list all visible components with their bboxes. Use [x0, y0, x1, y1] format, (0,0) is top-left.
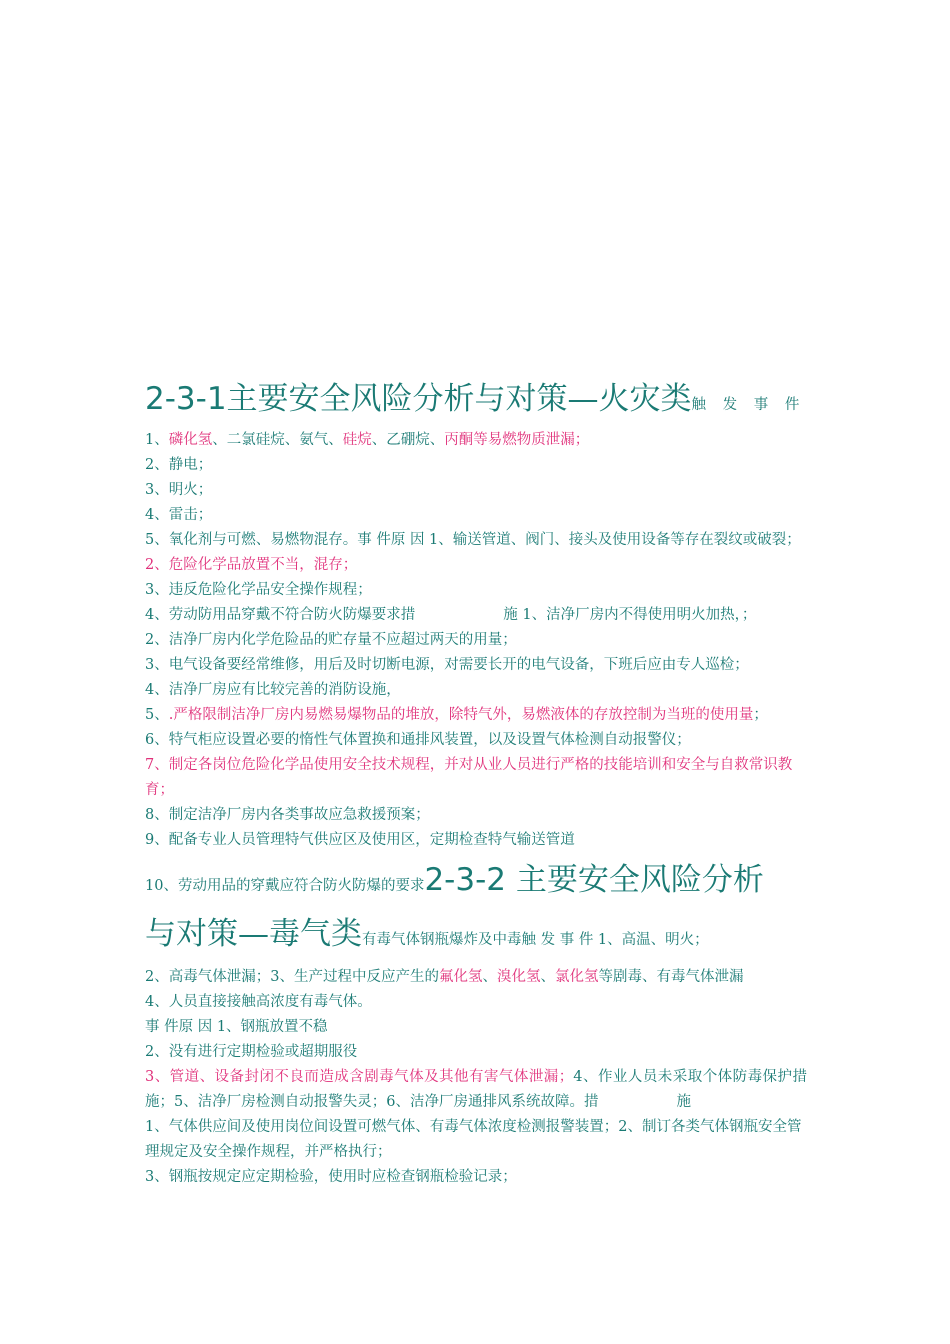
section-heading-toxic-cont	[145, 911, 807, 963]
text-span: 、	[482, 969, 497, 985]
highlight-span: 丙酮等易燃物质泄漏；	[444, 432, 590, 448]
heading-title: 主要安全风险分析与对策—火灾类	[226, 381, 692, 417]
heading-tail: 有毒气体钢瓶爆炸及中毒触 发 事 件 1、高温、明火；	[362, 932, 709, 948]
text-line: 7、制定各岗位危险化学品使用安全技术规程，并对从业人员进行严格的技能培训和安全与自救常识教育；	[145, 757, 793, 798]
heading-title: 主要安全风险分析	[506, 862, 764, 898]
text-line: 3、明火；	[145, 482, 213, 498]
text-span: 5、	[145, 707, 169, 723]
text-line: 4、洁净厂房应有比较完善的消防设施，	[145, 682, 401, 698]
text-span: 、乙硼烷、	[371, 432, 445, 448]
text-line: 3、违反危险化学品安全操作规程；	[145, 582, 372, 598]
text-line: 2、危险化学品放置不当，混存；	[145, 557, 358, 573]
text-span: 等剧毒、有毒气体泄漏	[598, 969, 744, 985]
highlight-span: 氟化氢	[438, 969, 483, 985]
heading-number: 2-3-2	[424, 862, 506, 898]
text-line: 事 件原 因 1、钢瓶放置不稳	[145, 1019, 328, 1035]
text-line: 5、氧化剂与可燃、易燃物混存。事 件原 因 1、输送管道、阀门、接头及使用设备等存在裂纹或破裂；	[145, 532, 801, 548]
text-line	[145, 965, 807, 990]
heading-title: 与对策—毒气类	[145, 916, 362, 952]
text-line: 3、电气设备要经常维修，用后及时切断电源，对需要长开的电气设备，下班后应由专人巡检；	[145, 657, 749, 673]
heading-number: 2-3-1	[145, 381, 227, 417]
text-span: ；	[753, 707, 768, 723]
text-line: 3、钢瓶按规定应定期检验，使用时应检查钢瓶检验记录；	[145, 1169, 517, 1185]
text-line	[145, 428, 807, 453]
text-span: 、	[540, 969, 555, 985]
highlight-span: 溴化氢	[496, 969, 541, 985]
text-line: 4、人员直接接触高浓度有毒气体。	[145, 994, 372, 1010]
text-span: 、二氯硅烷、氨气、	[212, 432, 343, 448]
section-heading-toxic	[145, 857, 807, 909]
text-span: 4、作业人员未采取个体防毒保护措施；5、洁净厂房检测自动报警失灵；6、洁净厂房通排风系统故障。措	[145, 1069, 807, 1110]
text-line: 8、制定洁净厂房内各类事故应急救援预案；	[145, 807, 430, 823]
text-line: 2、没有进行定期检验或超期服役	[145, 1044, 358, 1060]
text-span: 4、劳动防用品穿戴不符合防火防爆要求措	[145, 607, 416, 623]
text-span: 施 1、洁净厂房内不得使用明火加热，；	[503, 607, 757, 623]
text-line: 9、配备专业人员管理特气供应区及使用区，定期检查特气输送管道	[145, 832, 575, 848]
text-line	[145, 603, 807, 628]
highlight-span: 硅烷	[342, 432, 372, 448]
text-span: 施	[676, 1094, 691, 1110]
text-line: 6、特气柜应设置必要的惰性气体置换和通排风装置，以及设置气体检测自动报警仪；	[145, 732, 691, 748]
section-heading-fire	[145, 378, 807, 426]
text-span: 2、高毒气体泄漏；3、生产过程中反应产生的	[145, 969, 439, 985]
text-span: 1、	[145, 432, 169, 448]
highlight-span: 3、管道、设备封闭不良而造成含剧毒气体及其他有害气体泄漏；	[145, 1069, 574, 1085]
highlight-span: 磷化氢	[168, 432, 213, 448]
text-line: 1、气体供应间及使用岗位间设置可燃气体、有毒气体浓度检测报警装置；2、制订各类气体钢瓶安全管理规定及安全操作规程，并严格执行；	[145, 1119, 802, 1160]
text-line: 2、静电；	[145, 457, 213, 473]
text-span: 10、劳动用品的穿戴应符合防火防爆的要求	[145, 878, 425, 894]
text-line	[145, 1065, 807, 1115]
document-page	[145, 378, 807, 1190]
text-line: 4、雷击；	[145, 507, 213, 523]
highlight-span: .严格限制洁净厂房内易燃易爆物品的堆放，除特气外，易燃液体的存放控制为当班的使用量	[168, 707, 754, 723]
text-line: 2、洁净厂房内化学危险品的贮存量不应超过两天的用量；	[145, 632, 517, 648]
text-line	[145, 703, 807, 728]
heading-tail: 触 发 事 件	[691, 397, 806, 413]
highlight-span: 氯化氢	[554, 969, 599, 985]
